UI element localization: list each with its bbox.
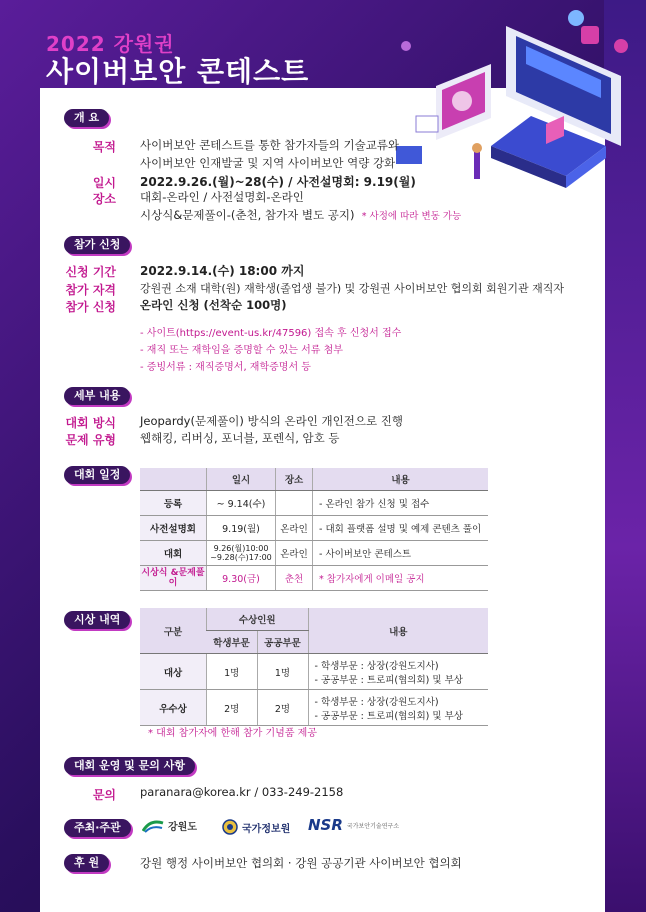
section-awards-header: 시상 내역: [64, 611, 130, 629]
nis-logo: 국가정보원: [222, 819, 290, 835]
awards-col-category: 구분: [140, 608, 207, 654]
schedule-col-content: 내용: [313, 468, 489, 491]
table-row: 등록 ~ 9.14(수) - 온라인 참가 신청 및 접수: [140, 491, 488, 516]
period-label: 신청 기간: [65, 265, 116, 279]
place-line-1: 대회-온라인 / 사전설명회-온라인: [140, 190, 304, 204]
purpose-line-1: 사이버보안 콘테스트를 통한 참가자들의 기술교류와: [140, 138, 400, 152]
purpose-label: 목적: [92, 140, 116, 154]
contest-type-value: Jeopardy(문제풀이) 방식의 온라인 개인전으로 진행: [140, 414, 403, 428]
table-row: 시상식 &문제풀이 9.30(금) 춘천 * 참가자에게 이메일 공지: [140, 566, 488, 591]
table-row: 대회 9.26(월)10:00 ~9.28(수)17:00 온라인 - 사이버보안 콘테스트: [140, 541, 488, 566]
contact-label: 문의: [92, 788, 116, 802]
nsr-logo: NSR 국가보안기술연구소: [308, 816, 400, 834]
period-value: 2022.9.14.(수) 18:00 까지: [140, 264, 305, 278]
table-row: 사전설명회 9.19(월) 온라인 - 대회 플랫폼 설명 및 예제 콘텐츠 풀이: [140, 516, 488, 541]
awards-note: * 대회 참가자에 한해 참가 기념품 제공: [148, 728, 317, 739]
qualification-label: 참가 자격: [65, 283, 116, 297]
section-schedule-header: 대회 일정: [64, 466, 130, 484]
method-value: 온라인 신청 (선착순 100명): [140, 298, 287, 312]
purpose-line-2: 사이버보안 인재발굴 및 지역 사이버보안 역량 강화: [140, 156, 396, 170]
section-application-header: 참가 신청: [64, 236, 130, 254]
awards-col-student: 학생부문: [207, 631, 258, 654]
application-note-3: - 증빙서류 : 재직증명서, 재학증명서 등: [140, 362, 311, 373]
awards-table: [140, 608, 488, 726]
contact-value[interactable]: paranara@korea.kr / 033-249-2158: [140, 785, 344, 799]
awards-col-winners: 수상인원: [207, 608, 309, 631]
nis-emblem-icon: [222, 819, 238, 835]
place-label: 장소: [92, 192, 116, 206]
section-contact-header: 대회 운영 및 문의 사항: [64, 757, 195, 775]
title-year: 2022 강원권: [46, 32, 175, 56]
place-note: * 사정에 따라 변동 가능: [361, 211, 462, 222]
gangwon-logo: 강원도: [142, 818, 197, 833]
section-hosts-header: 주최·주관: [64, 819, 131, 837]
awards-col-public: 공공부문: [257, 631, 308, 654]
schedule-col-date: 일시: [207, 468, 276, 491]
schedule-table: [140, 468, 488, 591]
problem-field-value: 웹해킹, 리버싱, 포너블, 포렌식, 암호 등: [140, 431, 340, 445]
section-details-header: 세부 내용: [64, 387, 130, 405]
place-line-2: 시상식&문제풀이-(춘천, 참가자 별도 공지) * 사정에 따라 변동 가능: [140, 208, 462, 222]
sponsors-value: 강원 행정 사이버보안 협의회 · 강원 공공기관 사이버보안 협의회: [140, 856, 462, 870]
table-row: 우수상 2명 2명 - 학생부문 : 상장(강원도지사) - 공공부문 : 트로피(협의회) 및 부상: [140, 690, 488, 726]
awards-col-content: 내용: [308, 608, 488, 654]
application-note-2: - 재직 또는 재학임을 증명할 수 있는 서류 첨부: [140, 345, 343, 356]
problem-field-label: 문제 유형: [65, 433, 116, 447]
method-label: 참가 신청: [65, 300, 116, 314]
section-sponsors-header: 후 원: [64, 854, 109, 872]
contest-type-label: 대회 방식: [65, 416, 116, 430]
section-overview-header: 개 요: [64, 109, 109, 127]
schedule-col-place: 장소: [276, 468, 313, 491]
gangwon-mark-icon: [142, 819, 164, 833]
date-label: 일시: [92, 176, 116, 190]
page-title: 사이버보안 콘테스트: [46, 55, 310, 88]
table-row: 대상 1명 1명 - 학생부문 : 상장(강원도지사) - 공공부문 : 트로피(협의회) 및 부상: [140, 654, 488, 690]
qualification-value: 강원권 소재 대학(원) 재학생(졸업생 불가) 및 강원권 사이버보안 협의회 회원기관 재직자: [140, 282, 565, 295]
schedule-col-blank: [140, 468, 207, 491]
date-value: 2022.9.26.(월)~28(수) / 사전설명회: 9.19(월): [140, 175, 416, 189]
application-note-1: - 사이트(https://event-us.kr/47596) 접속 후 신청서 접수: [140, 328, 402, 339]
